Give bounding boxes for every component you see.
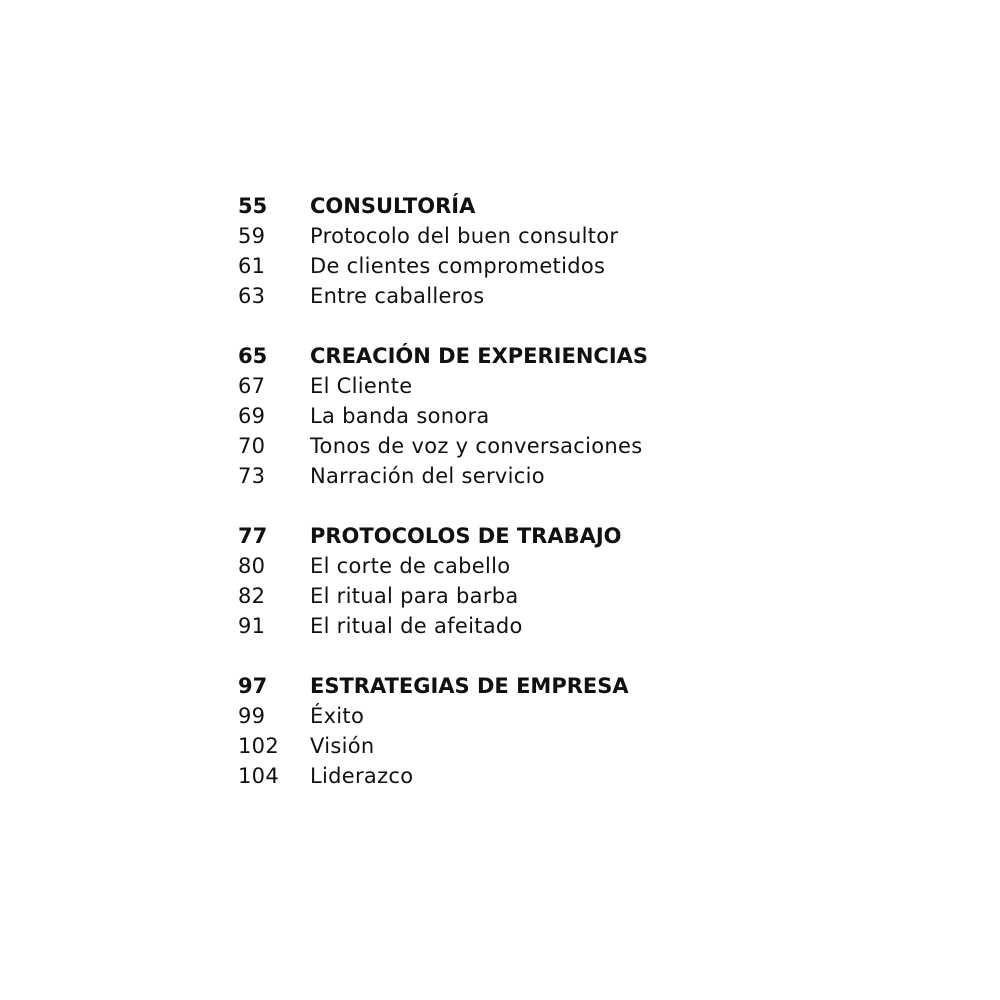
toc-entry-title: Entre caballeros bbox=[310, 284, 485, 308]
toc-entry-title: El corte de cabello bbox=[310, 554, 511, 578]
toc-page-number: 99 bbox=[238, 704, 266, 728]
toc-entry-title: El Cliente bbox=[310, 374, 413, 398]
table-of-contents bbox=[238, 191, 938, 821]
toc-page-number: 61 bbox=[238, 254, 266, 278]
toc-entry-title: Tonos de voz y conversaciones bbox=[310, 434, 643, 458]
toc-page-number: 70 bbox=[238, 434, 266, 458]
toc-page-number: 77 bbox=[238, 524, 268, 548]
toc-section-creacion-de-experiencias bbox=[238, 341, 938, 491]
toc-entry[interactable] bbox=[238, 761, 938, 791]
toc-page-number: 59 bbox=[238, 224, 266, 248]
toc-entry[interactable] bbox=[238, 251, 938, 281]
toc-entry-title: El ritual para barba bbox=[310, 584, 519, 608]
toc-entry-title: De clientes comprometidos bbox=[310, 254, 606, 278]
toc-entry[interactable] bbox=[238, 371, 938, 401]
toc-entry-title: Visión bbox=[310, 734, 375, 758]
toc-entry-title: Narración del servicio bbox=[310, 464, 545, 488]
toc-entry[interactable] bbox=[238, 221, 938, 251]
toc-heading[interactable] bbox=[238, 341, 938, 371]
toc-entry[interactable] bbox=[238, 431, 938, 461]
toc-page-number: 91 bbox=[238, 614, 266, 638]
toc-heading[interactable] bbox=[238, 191, 938, 221]
toc-page-number: 104 bbox=[238, 764, 279, 788]
toc-entry[interactable] bbox=[238, 611, 938, 641]
toc-entry[interactable] bbox=[238, 281, 938, 311]
toc-entry-title: El ritual de afeitado bbox=[310, 614, 523, 638]
toc-page-number: 73 bbox=[238, 464, 266, 488]
toc-entry[interactable] bbox=[238, 731, 938, 761]
toc-heading-title: CONSULTORÍA bbox=[310, 194, 476, 218]
toc-page-number: 55 bbox=[238, 194, 268, 218]
toc-entry-title: Protocolo del buen consultor bbox=[310, 224, 619, 248]
toc-entry[interactable] bbox=[238, 401, 938, 431]
toc-page-number: 69 bbox=[238, 404, 266, 428]
toc-entry[interactable] bbox=[238, 581, 938, 611]
toc-page-number: 65 bbox=[238, 344, 268, 368]
toc-entry[interactable] bbox=[238, 461, 938, 491]
toc-section-consultoria bbox=[238, 191, 938, 311]
toc-heading-title: PROTOCOLOS DE TRABAJO bbox=[310, 524, 622, 548]
toc-entry-title: La banda sonora bbox=[310, 404, 490, 428]
toc-section-protocolos-de-trabajo bbox=[238, 521, 938, 641]
toc-page-number: 102 bbox=[238, 734, 279, 758]
toc-heading[interactable] bbox=[238, 521, 938, 551]
toc-heading-title: ESTRATEGIAS DE EMPRESA bbox=[310, 674, 629, 698]
toc-entry[interactable] bbox=[238, 701, 938, 731]
toc-entry[interactable] bbox=[238, 551, 938, 581]
toc-entry-title: Liderazco bbox=[310, 764, 414, 788]
toc-heading[interactable] bbox=[238, 671, 938, 701]
toc-heading-title: CREACIÓN DE EXPERIENCIAS bbox=[310, 344, 649, 368]
toc-page-number: 80 bbox=[238, 554, 266, 578]
toc-section-estrategias-de-empresa bbox=[238, 671, 938, 791]
toc-page-number: 82 bbox=[238, 584, 266, 608]
toc-entry-title: Éxito bbox=[310, 704, 365, 728]
toc-page-number: 97 bbox=[238, 674, 268, 698]
toc-page-number: 63 bbox=[238, 284, 266, 308]
toc-page-number: 67 bbox=[238, 374, 266, 398]
